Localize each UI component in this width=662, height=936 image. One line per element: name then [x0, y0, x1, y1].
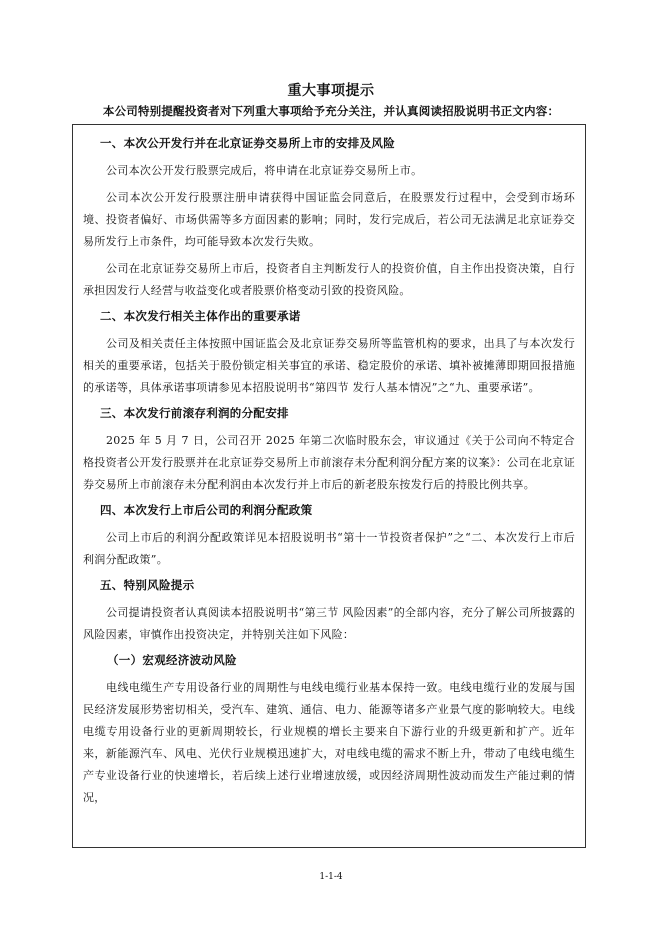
section-1-paragraph-2: 公司本次公开发行股票注册申请获得中国证监会同意后，在股票发行过程中，会受到市场环境、投资者偏好、市场供需等多方面因素的影响；同时，发行完成后，若公司无法满足北京证券交易所发行上市条件，均可能导致本次发行失败。	[83, 191, 575, 248]
page-subtitle: 本公司特别提醒投资者对下列重大事项给予充分关注，并认真阅读招股说明书正文内容：	[102, 104, 560, 118]
section-heading-2: 二、本次发行相关主体作出的重要承诺	[100, 309, 301, 323]
section-4-paragraph-1: 公司上市后的利润分配政策详见本招股说明书“第十一节投资者保护”之“二、本次发行上市后利润分配政策”。	[83, 531, 575, 566]
section-heading-3: 三、本次发行前滚存利润的分配安排	[100, 406, 289, 420]
subsection-paragraph: 电线电缆生产专用设备行业的周期性与电线电缆行业基本保持一致。电线电缆行业的发展与国民经济发展形势密切相关，受汽车、建筑、通信、电力、能源等诸多产业景气度的影响较大。电线电缆专用设备行业的更新周期较长，行业规模的增长主要来自下游行业的升级更新和扩产。近年来，新能源汽车、风电、光伏行业规模迅速扩大，对电线电缆的需求不断上升，带动了电线电缆生产专业设备行业的快速增长，若后续上述行业增速放缓，或因经济周期性波动而发生产能过剩的情况，	[83, 681, 575, 804]
section-heading-1: 一、本次公开发行并在北京证券交易所上市的安排及风险	[100, 136, 395, 150]
section-5-paragraph-1: 公司提请投资者认真阅读本招股说明书“第三节 风险因素”的全部内容，充分了解公司所披露的风险因素，审慎作出投资决定，并特别关注如下风险：	[83, 606, 575, 641]
section-heading-5: 五、特别风险提示	[100, 578, 195, 592]
section-1-paragraph-3: 公司在北京证券交易所上市后，投资者自主判断发行人的投资价值，自主作出投资决策，自行承担因发行人经营与收益变化或者股票价格变动引致的投资风险。	[83, 262, 575, 297]
page-title: 重大事项提示	[287, 83, 375, 99]
notice-box	[72, 124, 586, 848]
section-heading-4: 四、本次发行上市后公司的利润分配政策	[100, 503, 313, 517]
section-3-paragraph-1: 2025 年 5 月 7 日，公司召开 2025 年第二次临时股东会，审议通过《关于公司向不特定合格投资者公开发行股票并在北京证券交易所上市前滚存未分配利润分配方案的议案》：公司在北京证券交易所上市前滚存未分配利润由本次发行并上市后的新老股东按发行后的持股比例共享。	[83, 434, 575, 491]
page-number: 1-1-4	[319, 872, 343, 882]
section-1-paragraph-1: 公司本次公开发行股票完成后，将申请在北京证券交易所上市。	[106, 164, 423, 177]
subsection-heading: （一）宏观经济波动风险	[107, 653, 237, 667]
section-2-paragraph-1: 公司及相关责任主体按照中国证监会及北京证券交易所等监管机构的要求，出具了与本次发行相关的重要承诺，包括关于股份锁定相关事宜的承诺、稳定股价的承诺、填补被摊薄即期回报措施的承诺等，具体承诺事项请参见本招股说明书“第四节 发行人基本情况”之“九、重要承诺”。	[83, 337, 575, 394]
